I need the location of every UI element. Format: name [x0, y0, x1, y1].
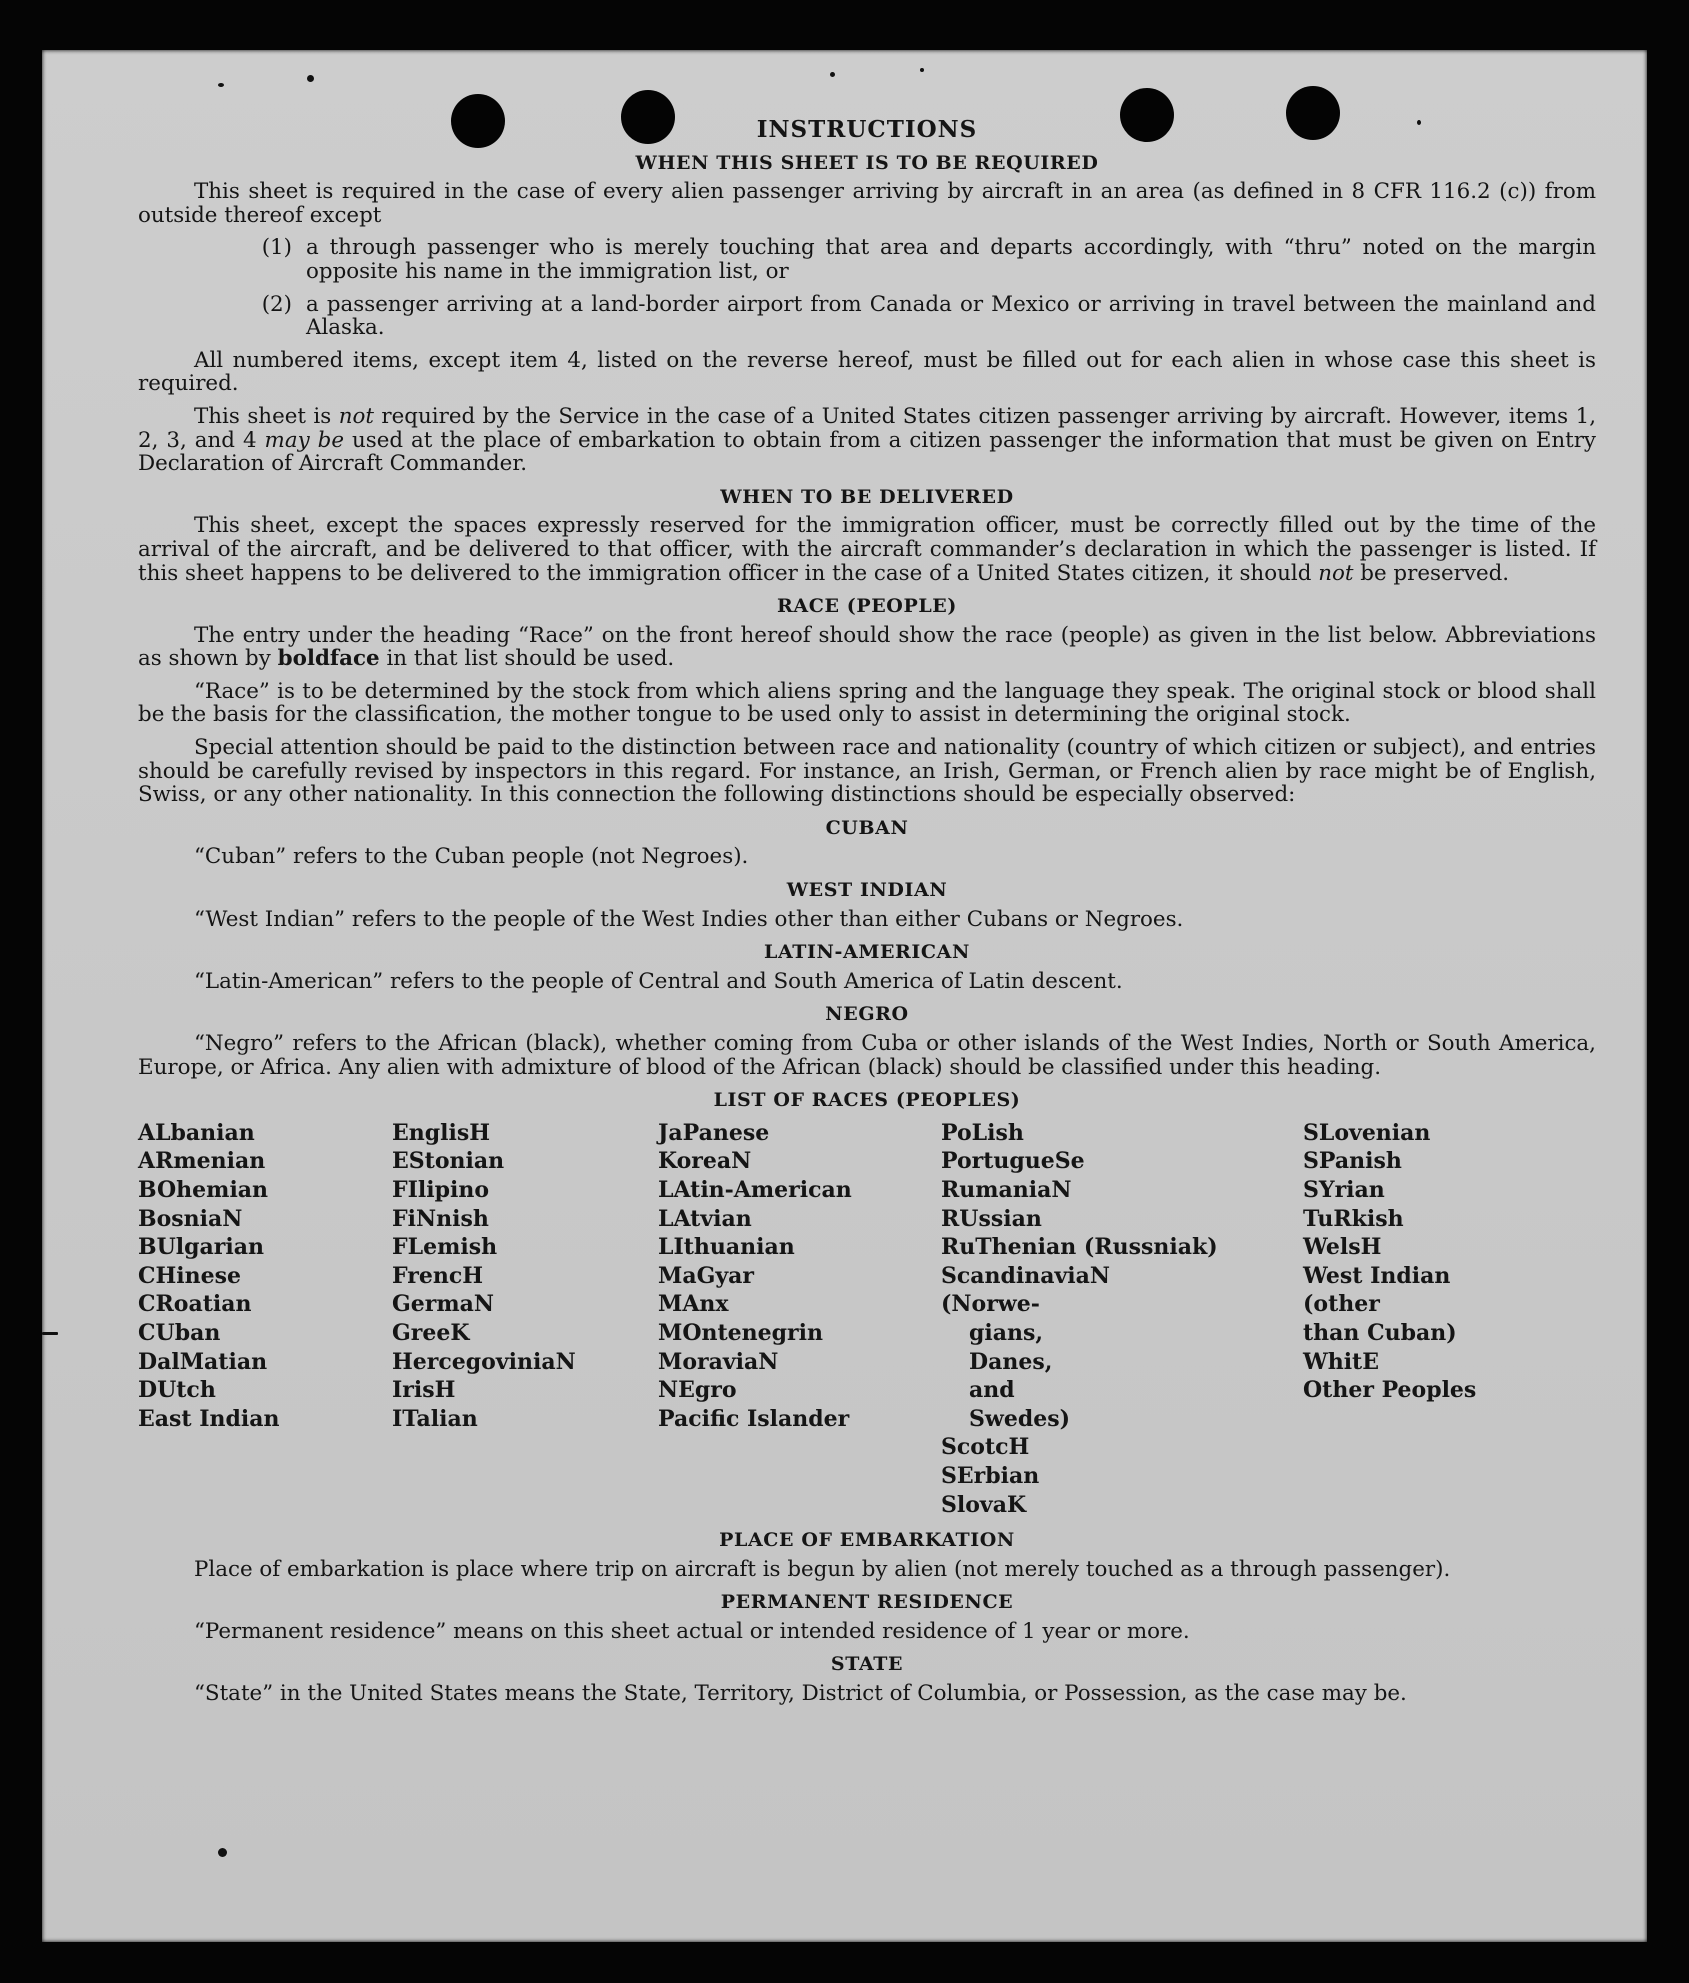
race-entry-scandinavian-cont: gians, Danes, and [969, 1319, 1053, 1404]
heading-west-indian: WEST INDIAN [786, 879, 948, 902]
paragraph-race-entry: The entry under the heading “Race” on the front hereof should show the race (people) as given in the list below. Abbreviations as shown by boldface in that list should be used. [138, 622, 1596, 672]
race-entry: MoraviaN [658, 1348, 779, 1375]
exception-number: (1) [261, 235, 292, 261]
exception-item-1 [138, 236, 1596, 283]
paragraph-latin-american: “Latin-American” refers to the people of Central and South America of Latin descent. [194, 968, 1123, 994]
race-entry: KoreaN [658, 1148, 752, 1175]
race-entry: LAtin-American [658, 1176, 852, 1203]
races-list [138, 1119, 1596, 1519]
race-entry: FLemish [392, 1234, 498, 1261]
race-entry-west-indian-cont: than Cuban) [1303, 1319, 1457, 1346]
race-entry: FIlipino [392, 1176, 490, 1203]
page-title: INSTRUCTIONS [756, 116, 978, 143]
race-entry: WelsH [1303, 1234, 1382, 1261]
heading-permanent-residence: PERMANENT RESIDENCE [720, 1591, 1014, 1614]
speck [830, 72, 835, 77]
race-entry: ALbanian [138, 1119, 255, 1146]
heading-state: STATE [830, 1653, 904, 1676]
heading-negro: NEGRO [825, 1003, 909, 1026]
race-entry: MOntenegrin [658, 1319, 823, 1346]
heading-race: RACE (PEOPLE) [777, 595, 957, 618]
instructions-content [138, 118, 1596, 1715]
paragraph-race-nationality: Special attention should be paid to the distinction between race and nationality (country of which citizen or subject), and entries should be carefully revised by inspectors in this regard. For instance, an Irish, German, or French alien by race might be of English, Swiss, or any other nationality. In this connection the following distinctions should be especially observed: [138, 735, 1596, 808]
heading-when-required: WHEN THIS SHEET IS TO BE REQUIRED [635, 151, 1099, 174]
races-column-2 [392, 1119, 658, 1519]
races-column-5 [1303, 1119, 1596, 1519]
race-entry: MAnx [658, 1291, 729, 1318]
speck [218, 1848, 227, 1857]
race-entry: IrisH [392, 1377, 456, 1404]
speck [307, 75, 314, 82]
race-entry: SlovaK [941, 1491, 1027, 1518]
race-entry: SYrian [1303, 1176, 1385, 1203]
paragraph-citizen-passenger: This sheet is not required by the Service in the case of a United States citizen passenger arriving by aircraft. However, items 1, 2, 3, and 4 may be used at the place of embarkation to obtain from a citizen passenger the information that must be given on Entry Declaration of Aircraft Commander. [138, 403, 1596, 477]
race-entry: TuRkish [1303, 1205, 1404, 1232]
race-entry: RumaniaN [941, 1176, 1072, 1203]
race-entry: EStonian [392, 1148, 505, 1175]
race-entry: FrencH [392, 1262, 483, 1289]
race-entry: ScotcH [941, 1434, 1030, 1461]
race-entry: ARmenian [138, 1148, 266, 1175]
race-entry: BosniaN [138, 1205, 243, 1232]
race-entry: WhitE [1303, 1348, 1379, 1375]
race-entry-scandinavian-end: Swedes) [969, 1405, 1070, 1432]
paragraph-permanent-residence: “Permanent residence” means on this sheet actual or intended residence of 1 year or more. [194, 1618, 1190, 1644]
race-entry: SErbian [941, 1462, 1040, 1489]
race-entry: East Indian [138, 1405, 280, 1432]
race-entry: LAtvian [658, 1205, 752, 1232]
race-entry: FiNnish [392, 1205, 489, 1232]
paragraph-delivery: This sheet, except the spaces expressly reserved for the immigration officer, must be correctly filled out by the time of the arrival of the aircraft, and be delivered to that officer, with the aircraft commander’s declaration in which the passenger is listed. If this sheet happens to be delivered to the immigration officer in the case of a United States citizen, it should not be preserved. [138, 513, 1596, 586]
paragraph-negro: “Negro” refers to the African (black), whether coming from Cuba or other islands of the West Indies, North or South America, Europe, or Africa. Any alien with admixture of blood of the African (black) should be classified under this heading. [138, 1031, 1596, 1080]
speck [920, 68, 924, 72]
exception-text: a through passenger who is merely touching that area and departs accordingly, with “thru” noted on the margin opposite his name in the immigration list, or [306, 235, 1596, 284]
races-column-4 [941, 1119, 1303, 1519]
heading-list-of-races: LIST OF RACES (PEOPLES) [713, 1089, 1021, 1112]
race-entry: NEgro [658, 1377, 737, 1404]
race-entry-scandinavian: ScandinaviaN (Norwe- [941, 1262, 1111, 1318]
exception-number: (2) [261, 291, 292, 317]
heading-when-delivered: WHEN TO BE DELIVERED [720, 485, 1014, 508]
paragraph-west-indian: “West Indian” refers to the people of the West Indies other than either Cubans or Negroes. [194, 906, 1184, 932]
race-entry: MaGyar [658, 1262, 755, 1289]
race-entry: CRoatian [138, 1291, 252, 1318]
race-entry: SLovenian [1303, 1119, 1431, 1146]
race-entry: BUlgarian [138, 1234, 264, 1261]
paragraph-required-intro: This sheet is required in the case of every alien passenger arriving by aircraft in an area (as defined in 8 CFR 116.2 (c)) from outside thereof except [138, 179, 1596, 228]
race-entry: ITalian [392, 1405, 478, 1432]
paragraph-cuban: “Cuban” refers to the Cuban people (not Negroes). [194, 844, 749, 870]
race-entry: DalMatian [138, 1348, 268, 1375]
paragraph-embarkation: Place of embarkation is place where trip on aircraft is begun by alien (not merely touched as a through passenger). [194, 1556, 1451, 1582]
race-entry: PoLish [941, 1119, 1024, 1146]
document-sheet [42, 50, 1647, 1942]
race-entry: RUssian [941, 1205, 1042, 1232]
race-entry: GermaN [392, 1291, 495, 1318]
heading-cuban: CUBAN [825, 816, 909, 839]
race-entry: Other Peoples [1303, 1377, 1477, 1404]
heading-latin-american: LATIN-AMERICAN [764, 941, 970, 964]
race-entry: CHinese [138, 1262, 242, 1289]
race-entry: RuThenian (Russniak) [941, 1234, 1218, 1261]
race-entry: CUban [138, 1319, 221, 1346]
race-entry: SPanish [1303, 1148, 1402, 1175]
races-column-3 [658, 1119, 941, 1519]
race-entry: DUtch [138, 1377, 216, 1404]
exception-text: a passenger arriving at a land-border airport from Canada or Mexico or arriving in travel between the mainland and Alaska. [306, 291, 1596, 341]
exception-item-2 [138, 293, 1596, 340]
races-column-1 [138, 1119, 392, 1519]
race-entry: EnglisH [392, 1119, 491, 1146]
speck [42, 1332, 58, 1335]
paragraph-numbered-items: All numbered items, except item 4, listed on the reverse hereof, must be filled out for each alien in whose case this sheet is required. [138, 347, 1596, 397]
race-entry: LIthuanian [658, 1234, 795, 1261]
race-entry: HercegoviniaN [392, 1348, 576, 1375]
race-entry: JaPanese [658, 1119, 770, 1146]
speck [218, 83, 224, 87]
race-entry: PortugueSe [941, 1148, 1085, 1175]
race-entry: GreeK [392, 1319, 470, 1346]
paragraph-race-definition: “Race” is to be determined by the stock from which aliens spring and the language they speak. The original stock or blood shall be the basis for the classification, the mother tongue to be used only to assist in determining the original stock. [138, 678, 1596, 728]
heading-embarkation: PLACE OF EMBARKATION [719, 1529, 1015, 1552]
race-entry: BOhemian [138, 1176, 269, 1203]
paragraph-state: “State” in the United States means the State, Territory, District of Columbia, or Possession, as the case may be. [194, 1681, 1407, 1707]
race-entry-west-indian: West Indian (other [1303, 1262, 1451, 1318]
race-entry: Pacific Islander [658, 1405, 850, 1432]
